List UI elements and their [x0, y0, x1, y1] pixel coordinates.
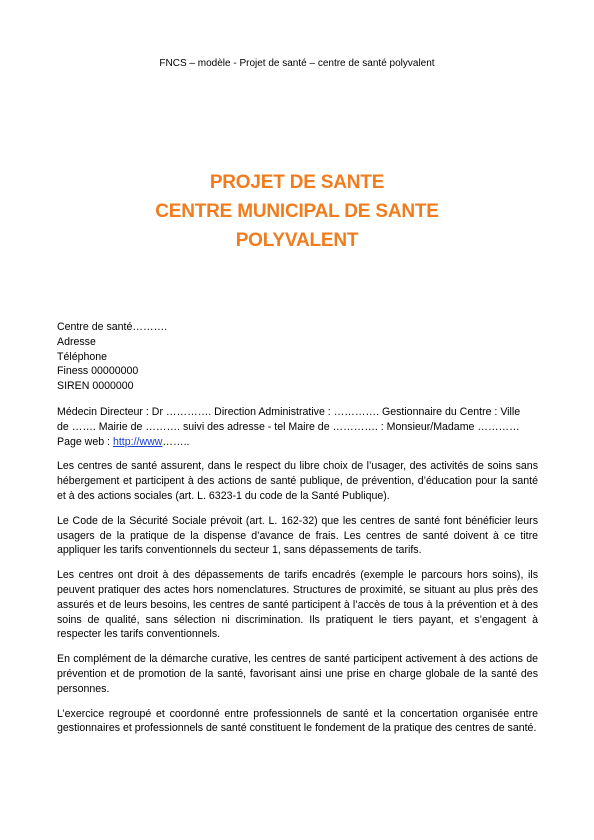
paragraph-5: L’exercice regroupé et coordonné entre professionnels de santé et la concertation organisée entre gestionnaires et professionnels de santé constituent le fondement de la pratique des centres de santé.	[57, 707, 538, 735]
paragraph-1: Les centres de santé assurent, dans le respect du libre choix de l’usager, des activités de soins sans hébergement et participent à des actions de santé publique, de prévention, d’éducation pour la santé et à des actions sociales (art. L. 6323-1 du code de la Santé Publique).	[57, 460, 538, 502]
centre-name: Centre de santé……….	[57, 321, 168, 333]
page-header: FNCS – modèle - Projet de santé – centre de santé polyvalent	[159, 58, 435, 69]
phone-label: Téléphone	[57, 350, 108, 363]
directors-block	[57, 405, 538, 449]
paragraph-4: En complément de la démarche curative, les centres de santé participent activement à des actions de prévention et de promotion de la santé, favorisant ainsi une prise en charge globale de la santé des personnes.	[57, 653, 538, 695]
page-web-label: Page web :	[57, 435, 113, 448]
document-body	[57, 320, 538, 736]
document-title	[0, 168, 594, 255]
page-web-line	[57, 435, 538, 450]
directors-line-2: de ……. Mairie de ………. suivi des adresse - tel Maire de …………. : Monsieur/Madame …………	[57, 420, 520, 433]
contact-block	[57, 320, 538, 394]
title-line-1: PROJET DE SANTE	[209, 172, 385, 193]
page-web-tail: ……..	[162, 435, 190, 448]
page-web-link[interactable]: http://www	[112, 435, 163, 448]
paragraph-2: Le Code de la Sécurité Sociale prévoit (art. L. 162-32) que les centres de santé font bénéficier leurs usagers de la pratique de la dispense d’avance de frais. Les centres de santé doivent à ce titre appliquer les tarifs conventionnels du secteur 1, sans dépassements de tarifs.	[57, 514, 538, 557]
address-label: Adresse	[57, 335, 96, 348]
finess-number: Finess 00000000	[57, 365, 139, 378]
title-line-3: POLYVALENT	[235, 230, 359, 251]
siren-number: SIREN 0000000	[57, 380, 134, 393]
paragraph-3: Les centres ont droit à des dépassements de tarifs encadrés (exemple le parcours hors soins), ils peuvent pratiquer des actes hors nomenclatures. Structures de proximité, se situant au plus près des assurés et de leurs besoins, les centres de santé participent à l’accès de tous à la prévention et à des soins de qualité, sans sélection ni discrimination. Ils pratiquent le tiers payant, et s’engagent à respecter les tarifs conventionnels.	[57, 569, 538, 641]
title-line-2: CENTRE MUNICIPAL DE SANTE	[155, 201, 439, 222]
directors-line-1: Médecin Directeur : Dr …………. Direction Administrative : …………. Gestionnaire du Centre : Ville	[57, 405, 521, 418]
